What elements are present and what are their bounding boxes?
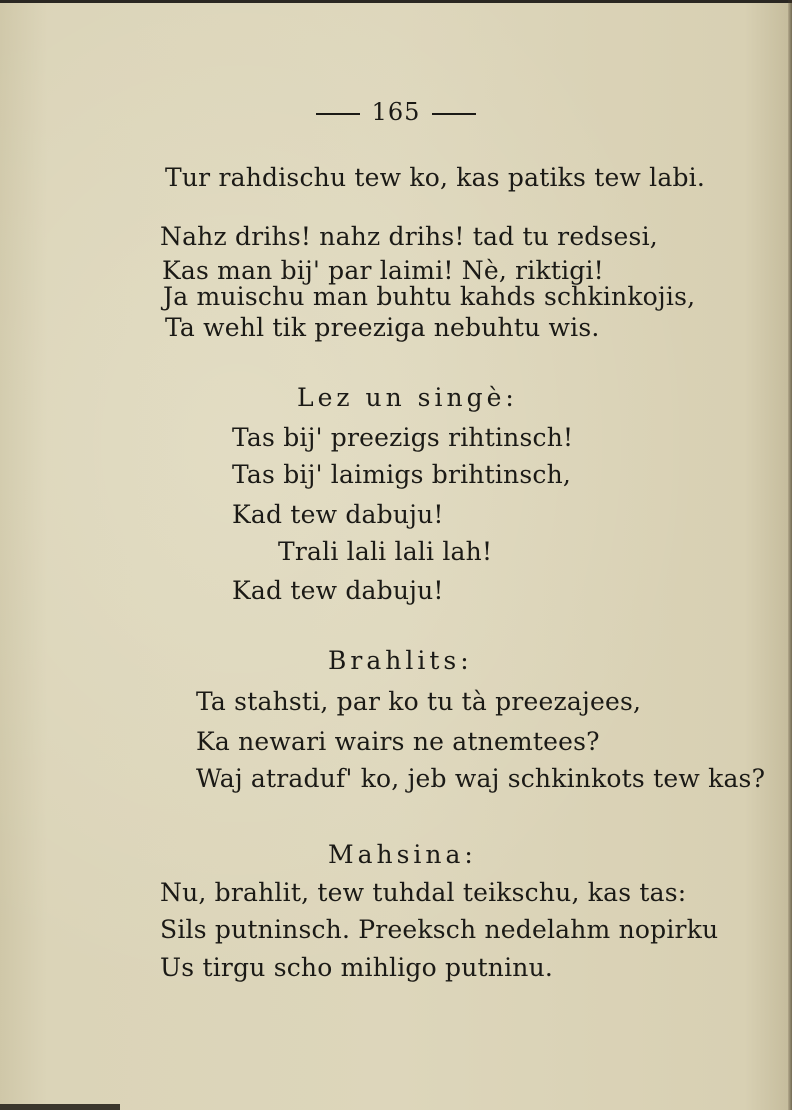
left-ornament-dash (316, 113, 360, 115)
song-line-5: Kad tew dabuju! (232, 576, 444, 605)
page-bottom-edge (0, 1104, 120, 1110)
heading-mahsina: Mahsina: (328, 840, 477, 869)
heading-brahlits: Brahlits: (328, 646, 473, 675)
stanza1-line-1: Tur rahdischu tew ko, kas patiks tew labi. (165, 163, 706, 192)
stanza1-line-4: Ja muischu man buhtu kahds schkinkojis, (163, 282, 696, 311)
stanza1-line-2: Nahz drihs! nahz drihs! tad tu redsesi, (160, 222, 658, 251)
stanza2-line-2: Ka newari wairs ne atnemtees? (196, 727, 600, 756)
page-right-edge (788, 0, 792, 1110)
song-line-3: Kad tew dabuju! (232, 500, 444, 529)
heading-lez-un-singe: Lez un singè: (297, 383, 518, 412)
stanza3-line-3: Us tirgu scho mihligo putninu. (160, 953, 554, 982)
stanza2-line-1: Ta stahsti, par ko tu tà preezajees, (196, 687, 642, 716)
song-line-2: Tas bij' laimigs brihtinsch, (232, 460, 572, 489)
page-number-text: 165 (371, 98, 421, 126)
stanza1-line-5: Ta wehl tik preeziga nebuhtu wis. (165, 313, 600, 342)
stanza2-line-3: Waj atraduf' ko, jeb waj schkinkots tew kas? (196, 764, 766, 793)
right-ornament-dash (432, 113, 476, 115)
stanza3-line-2: Sils putninsch. Preeksch nedelahm nopirku (160, 915, 719, 944)
song-line-1: Tas bij' preezigs rihtinsch! (232, 423, 574, 452)
page-number (0, 98, 792, 126)
page-top-edge (0, 0, 792, 3)
stanza1-line-3: Kas man bij' par laimi! Nè, riktigi! (162, 256, 604, 285)
stanza3-line-1: Nu, brahlit, tew tuhdal teikschu, kas tas: (160, 878, 687, 907)
song-line-4: Trali lali lali lah! (278, 537, 493, 566)
